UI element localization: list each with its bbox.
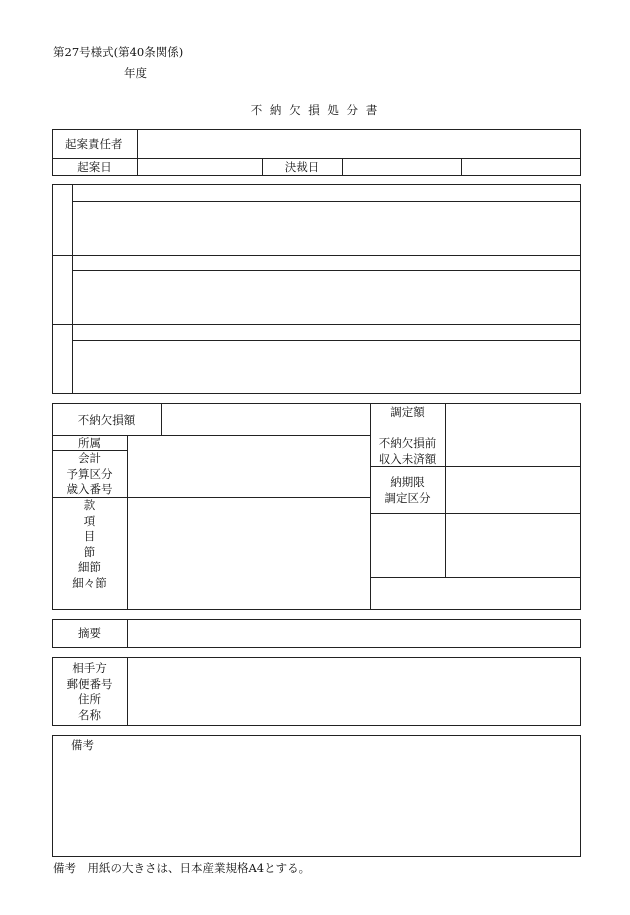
decision-date-field[interactable] bbox=[343, 159, 460, 175]
remarks-label: 備考 bbox=[71, 738, 94, 752]
assessed-amount-label: 調定額 bbox=[390, 405, 425, 419]
pre-writeoff-label: 不納欠損前 収入未済額 bbox=[378, 436, 437, 466]
page-title: 不 納 欠 損 処 分 書 bbox=[250, 103, 380, 117]
account-budget-labels: 会計 予算区分 歳入番号 bbox=[66, 451, 113, 496]
assessment-detail-field[interactable] bbox=[446, 514, 580, 576]
routing-block-2[interactable] bbox=[73, 271, 580, 323]
department-field[interactable] bbox=[128, 436, 369, 450]
budget-item-field[interactable] bbox=[128, 498, 369, 609]
decision-date-label: 決裁日 bbox=[284, 160, 320, 174]
responsible-field[interactable] bbox=[138, 130, 580, 157]
summary-label: 摘要 bbox=[78, 626, 101, 640]
budget-item-labels: 款 項 目 節 細節 細々節 bbox=[72, 498, 107, 590]
draft-date-label: 起案日 bbox=[77, 160, 112, 174]
account-field[interactable] bbox=[128, 451, 369, 496]
summary-field[interactable] bbox=[128, 620, 580, 647]
routing-block-3[interactable] bbox=[73, 341, 580, 393]
footer-note: 備考 用紙の大きさは、日本産業規格A4とする。 bbox=[53, 861, 311, 875]
department-label: 所属 bbox=[78, 436, 101, 450]
routing-block-1[interactable] bbox=[73, 202, 580, 254]
draft-date-field[interactable] bbox=[138, 159, 261, 175]
counterparty-labels: 相手方 郵便番号 住所 名称 bbox=[66, 661, 113, 722]
amount-extra-field[interactable] bbox=[371, 578, 580, 609]
remarks-box[interactable] bbox=[52, 735, 581, 857]
assessment-class-field[interactable] bbox=[371, 514, 444, 576]
deadline-label: 納期限 調定区分 bbox=[384, 475, 431, 505]
write-off-amount-field[interactable] bbox=[162, 404, 369, 434]
assessed-amount-field[interactable] bbox=[446, 404, 580, 465]
counterparty-field[interactable] bbox=[128, 658, 580, 725]
form-number: 第27号様式(第40条関係) bbox=[53, 45, 184, 59]
deadline-field[interactable] bbox=[446, 467, 580, 512]
responsible-label: 起案責任者 bbox=[65, 137, 123, 151]
fiscal-year: 年度 bbox=[124, 66, 147, 80]
write-off-amount-label: 不納欠損額 bbox=[77, 413, 136, 427]
